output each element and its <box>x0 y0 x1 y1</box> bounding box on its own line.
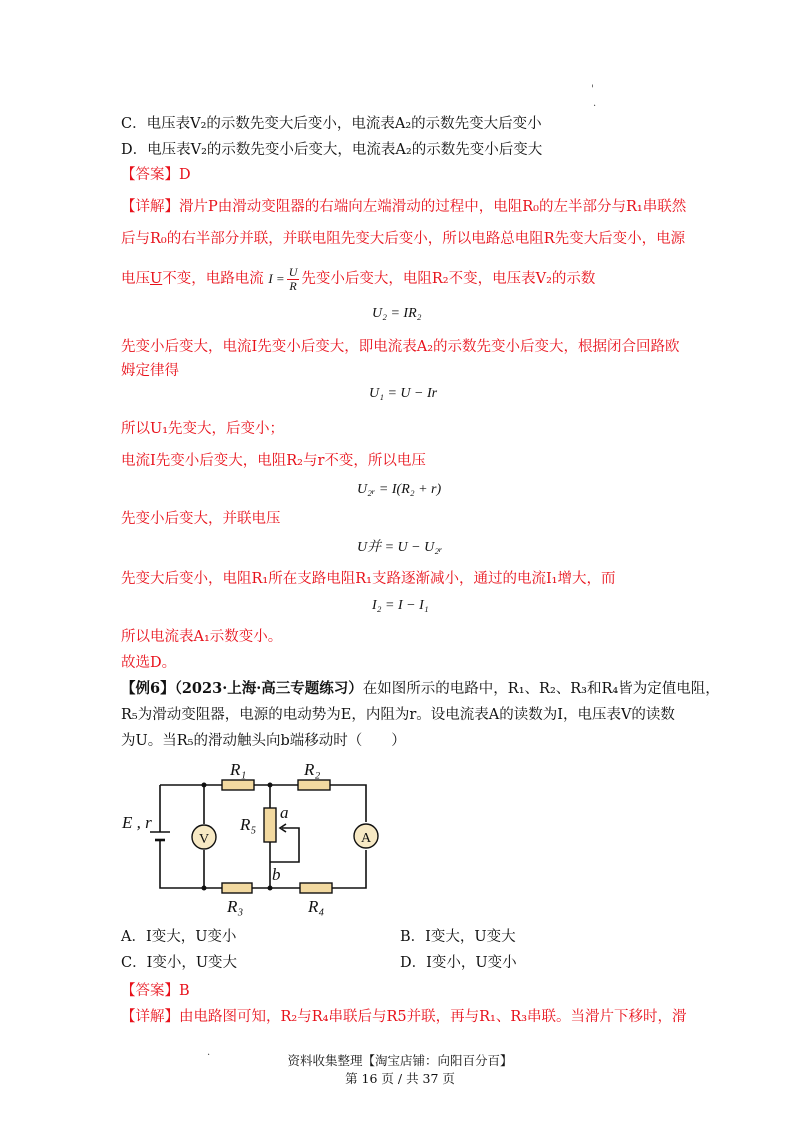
voltmeter-label: V <box>198 832 210 847</box>
detail-line: 后与R₀的右半部分并联，并联电阻先变大后变小，所以电路总电阻R先变大后变小，电源 <box>121 231 686 247</box>
example-line: 为U。当R₅的滑动触头向b端移动时（ ） <box>121 733 406 749</box>
label-r5: R₅ <box>240 815 257 834</box>
detail-line: 所以U₁先变大，后变小； <box>121 421 285 437</box>
label-r4: R₄ <box>308 897 325 916</box>
equation-4: U并 = U − U₂ᵣ <box>357 540 443 555</box>
detail-label: 【详解】 <box>121 1009 179 1025</box>
detail-line: 姆定律得 <box>121 363 179 379</box>
equation-3: U₂ᵣ = I(R₂ + r) <box>357 482 442 497</box>
option-c-line: C．电压表V₂的示数先变大后变小，电流表A₂的示数先变大后变小 <box>121 116 542 132</box>
answer-value: B <box>179 983 190 999</box>
corner-mark: ' <box>591 84 594 95</box>
resistor-r4 <box>300 883 332 893</box>
choice-c: C．I变小，U变大 <box>121 955 238 971</box>
example-line: R₅为滑动变阻器，电源的电动势为E，内阻为r。设电流表A的读数为I，电压表V的读数 <box>121 707 675 723</box>
label-source: E , r <box>122 813 152 832</box>
detail-line: 先变小后变大，电流I先变小后变大，即电流表A₂的示数先变小后变大，根据闭合回路欧 <box>121 339 680 355</box>
choice-d: D．I变小，U变小 <box>400 955 517 971</box>
equation-5: I₂ = I − I₁ <box>372 598 429 613</box>
equation-1: U₂ = IR₂ <box>372 306 422 321</box>
answer-value: D <box>179 167 191 183</box>
answer-block <box>121 980 190 1002</box>
ammeter-label: A <box>360 831 372 846</box>
resistor-r5 <box>264 808 276 842</box>
label-terminal-b: b <box>272 865 281 884</box>
detail-text: 不变，电路电流 <box>162 271 264 287</box>
detail-line: 故选D。 <box>121 655 177 671</box>
detail-line: 先变大后变小，电阻R₁所在支路电阻R₁支路逐渐减小，通过的电流I₁增大，而 <box>121 571 616 587</box>
corner-mark: . <box>593 98 597 109</box>
equation-2: U₁ = U − Ir <box>369 386 438 401</box>
detail-label: 【详解】 <box>121 199 179 215</box>
answer-label: 【答案】 <box>121 167 179 183</box>
detail-text: 滑片P由滑动变阻器的右端向左端滑动的过程中，电阻R₀的左半部分与R₁串联然 <box>179 199 687 215</box>
detail-text: 由电路图可知，R₂与R₄串联后与R5并联，再与R₁、R₃串联。当滑片下移时，滑 <box>179 1009 687 1025</box>
example-label: 【例6】 <box>121 680 175 697</box>
answer-label: 【答案】 <box>121 983 179 999</box>
footer-mark: . <box>207 1047 211 1058</box>
detail-text: 电压 <box>121 271 150 287</box>
example-text: 在如图所示的电路中，R₁、R₂、R₃和R₄皆为定值电阻， <box>362 681 720 697</box>
footer-page-number: 第 16 页 / 共 37 页 <box>345 1071 455 1086</box>
example-source: （2023·上海·高三专题练习） <box>174 680 363 697</box>
underlined-u: U <box>150 271 163 287</box>
choice-b: B．I变大，U变大 <box>400 929 516 945</box>
detail-line: 电流I先变小后变大，电阻R₂与r不变，所以电压 <box>121 453 426 469</box>
option-d-line: D．电压表V₂的示数先变小后变大，电流表A₂的示数先变小后变大 <box>121 142 543 158</box>
detail-line <box>121 1006 687 1028</box>
footer-source: 资料收集整理【淘宝店铺：向阳百分百】 <box>287 1053 513 1068</box>
detail-text: 先变小后变大，电阻R₂不变，电压表V₂的示数 <box>301 271 596 287</box>
label-r3: R₃ <box>227 897 244 916</box>
label-r1: R₁ <box>230 760 247 779</box>
choice-a: A．I变大，U变小 <box>121 929 237 945</box>
fraction-numerator: U <box>288 264 298 279</box>
resistor-r2 <box>298 780 330 790</box>
label-terminal-a: a <box>280 803 289 822</box>
fraction-denominator: R <box>289 278 297 293</box>
fraction-lhs: I = <box>268 271 285 286</box>
resistor-r1 <box>222 780 254 790</box>
resistor-r3 <box>222 883 252 893</box>
detail-line: 所以电流表A₁示数变小。 <box>121 629 283 645</box>
detail-line: 先变小后变大，并联电压 <box>121 511 281 527</box>
label-r2: R₂ <box>304 760 321 779</box>
